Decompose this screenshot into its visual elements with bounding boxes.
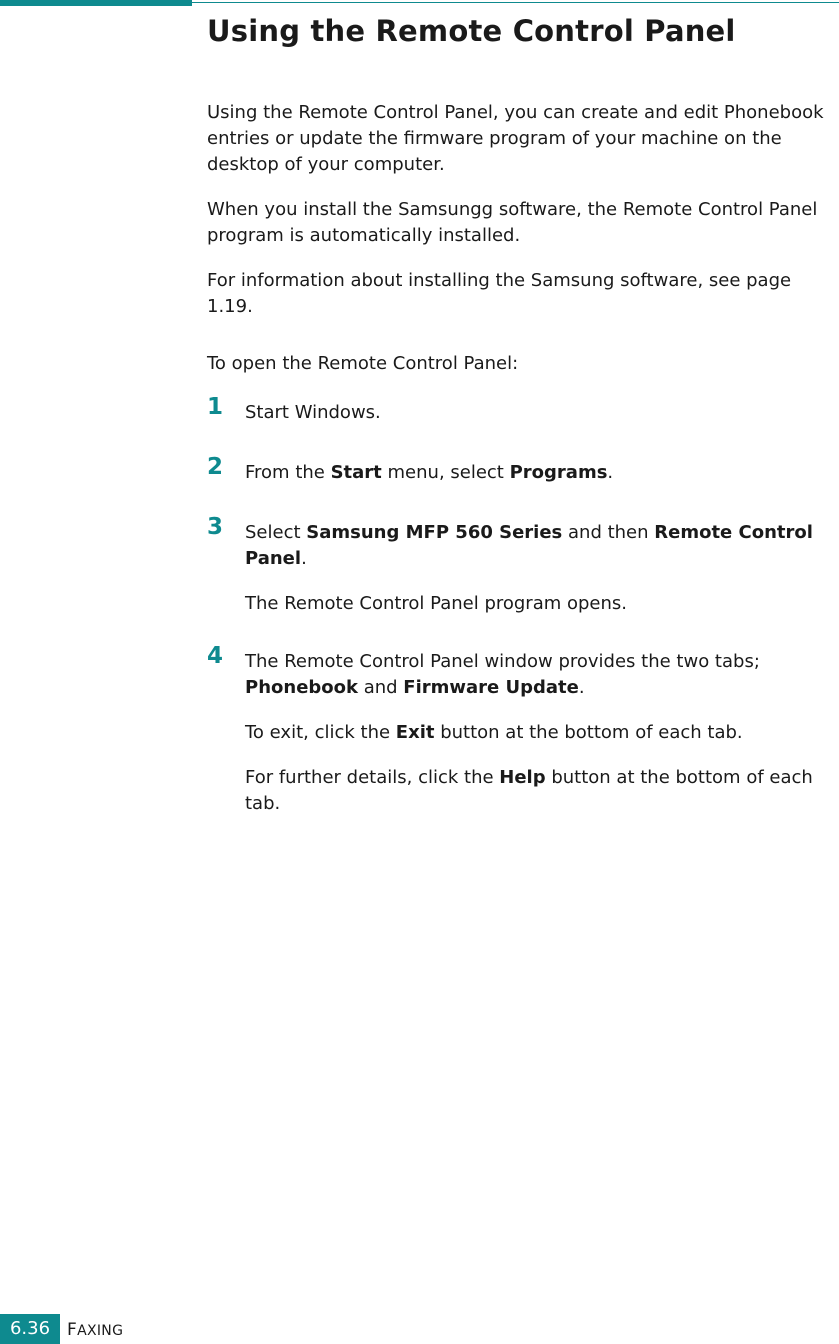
steps-lead-in: To open the Remote Control Panel: — [207, 353, 519, 374]
step-number: 1 — [207, 394, 224, 420]
step-text-part: and — [357, 677, 404, 698]
page-title: Using the Remote Control Panel — [207, 14, 736, 48]
tab-name-firmware-update: Firmware Update — [403, 677, 579, 698]
tab-name-phonebook: Phonebook — [245, 677, 358, 698]
step-note-help — [245, 765, 829, 817]
step-text — [245, 520, 829, 572]
step-text-part: . — [301, 548, 307, 569]
step-text-part: button at the bottom of each tab. — [434, 722, 743, 743]
intro-paragraph-3: For information about installing the Samsung software, see page 1.19. — [207, 270, 792, 317]
section-label-rest: AXING — [77, 1323, 124, 1339]
step-text — [245, 460, 829, 486]
step-text — [245, 400, 829, 426]
step-2 — [207, 454, 829, 486]
intro-paragraph-2: When you install the Samsungg software, the Remote Control Panel program is automatically installed. — [207, 199, 818, 246]
step-text-part: From the — [245, 462, 331, 483]
step-text-part: . — [607, 462, 614, 483]
step-4 — [207, 643, 829, 817]
step-text-part: . — [578, 677, 585, 698]
button-name-help: Help — [499, 767, 546, 788]
step-text-part: menu, select — [381, 462, 510, 483]
page-number: 6.36 — [0, 1314, 60, 1344]
product-name: Samsung MFP 560 Series — [306, 522, 563, 543]
header-accent-bar — [0, 0, 192, 6]
step-text-part: button at the bottom of each tab. — [245, 767, 813, 814]
step-text-part: and then — [562, 522, 655, 543]
step-note-exit — [245, 720, 829, 746]
step-text-part: To exit, click the — [245, 722, 396, 743]
step-text-part: For further details, click the — [245, 767, 500, 788]
button-name-exit: Exit — [395, 722, 435, 743]
step-note: The Remote Control Panel program opens. — [245, 593, 628, 614]
step-number: 3 — [207, 514, 224, 540]
step-1 — [207, 394, 829, 426]
step-text-part: Start Windows. — [245, 402, 381, 423]
program-name: Remote Control Panel — [245, 522, 813, 569]
step-text — [245, 649, 829, 701]
step-number: 4 — [207, 643, 224, 669]
menu-name-start: Start — [330, 462, 382, 483]
header-rule — [192, 2, 839, 3]
step-text-part: Select — [245, 522, 307, 543]
step-number: 2 — [207, 454, 224, 480]
step-text-part: The Remote Control Panel window provides the two tabs; — [245, 651, 760, 672]
section-label-initial: F — [67, 1320, 78, 1340]
intro-paragraph-1: Using the Remote Control Panel, you can create and edit Phonebook entries or update the firmware program of your machine on the desktop of your computer. — [207, 102, 824, 175]
section-label — [67, 1320, 123, 1340]
menu-name-programs: Programs — [509, 462, 608, 483]
page-body — [207, 100, 829, 817]
step-3 — [207, 514, 829, 617]
